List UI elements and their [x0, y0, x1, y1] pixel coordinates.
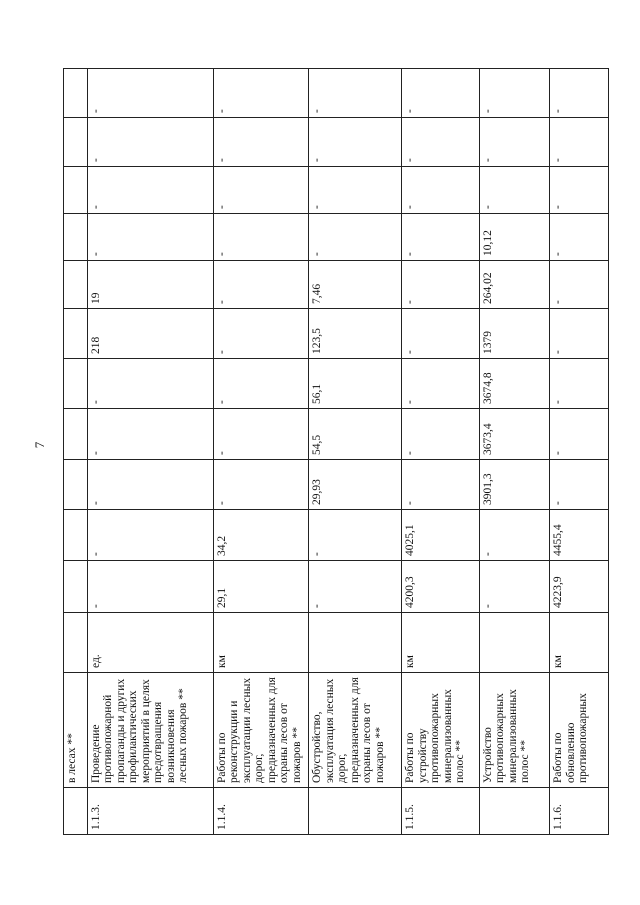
table-row [479, 32, 549, 835]
value-cell: 54,5 [309, 409, 402, 460]
table-row [87, 32, 213, 835]
activity-name-cell: Устройство противопожарных минерализованных полос ** [479, 673, 549, 788]
value-cell: - [550, 359, 609, 409]
value-cell [64, 409, 88, 460]
unit-cell: км [402, 613, 479, 673]
value-cell: - [550, 409, 609, 460]
value-cell: 4455,4 [550, 510, 609, 561]
value-cell: 264,02 [479, 261, 549, 309]
row-number-cell: 1.1.6. [550, 788, 609, 835]
table-row [64, 32, 88, 835]
value-cell: - [550, 214, 609, 261]
value-cell: - [213, 359, 309, 409]
value-cell: - [402, 69, 479, 118]
value-cell: - [213, 309, 309, 359]
value-cell: - [479, 561, 549, 613]
value-cell: 218 [87, 309, 213, 359]
value-cell: - [309, 561, 402, 613]
value-cell: - [213, 261, 309, 309]
value-cell: - [550, 118, 609, 167]
value-cell: - [550, 167, 609, 214]
row-number-cell [309, 788, 402, 835]
value-cell [64, 118, 88, 167]
value-cell: - [550, 460, 609, 510]
activity-name-cell: Работы по реконструкции и эксплуатации лесных дорог, предназначенных для охраны лесов от пожаров ** [213, 673, 309, 788]
value-cell: - [309, 118, 402, 167]
value-cell: - [87, 214, 213, 261]
data-table [63, 31, 609, 835]
value-cell: - [479, 167, 549, 214]
value-cell: - [402, 118, 479, 167]
row-number-cell: 1.1.4. [213, 788, 309, 835]
activity-name-cell: Работы по обновлению противопожарных [550, 673, 609, 788]
value-cell: 4223,9 [550, 561, 609, 613]
value-cell: - [87, 69, 213, 118]
unit-cell [309, 613, 402, 673]
value-cell: - [87, 167, 213, 214]
value-cell: 3674,8 [479, 359, 549, 409]
table-row [550, 32, 609, 835]
value-cell: - [402, 261, 479, 309]
value-cell: 29,93 [309, 460, 402, 510]
value-cell: - [87, 359, 213, 409]
row-number-cell: 1.1.3. [87, 788, 213, 835]
value-cell: - [402, 167, 479, 214]
value-cell: - [402, 309, 479, 359]
value-cell: - [479, 118, 549, 167]
value-cell: - [402, 460, 479, 510]
table-row [213, 32, 309, 835]
value-cell: - [479, 69, 549, 118]
value-cell: - [213, 118, 309, 167]
activity-name-cell: Проведение противопожарной пропаганды и других профилактических мероприятий в целях предотвращения возникновения лесных пожаров ** [87, 673, 213, 788]
value-cell: 4025,1 [402, 510, 479, 561]
value-cell: - [550, 309, 609, 359]
value-cell [64, 261, 88, 309]
value-cell: - [309, 510, 402, 561]
value-cell: - [309, 214, 402, 261]
activity-name-cell: Обустройство, эксплуатация лесных дорог, предназначенных для охраны лесов от пожаров ** [309, 673, 402, 788]
row-number-cell: 1.1.5. [402, 788, 479, 835]
value-cell: - [550, 69, 609, 118]
value-cell: - [213, 69, 309, 118]
value-cell: 34,2 [213, 510, 309, 561]
row-number-cell [479, 788, 549, 835]
value-cell: - [402, 359, 479, 409]
value-cell: 1379 [479, 309, 549, 359]
value-cell [64, 167, 88, 214]
value-cell: - [213, 460, 309, 510]
value-cell: 29,1 [213, 561, 309, 613]
value-cell: - [309, 69, 402, 118]
value-cell [64, 561, 88, 613]
activity-name-cell: Работы по устройству противопожарных минерализованных полос ** [402, 673, 479, 788]
value-cell: - [87, 409, 213, 460]
value-cell: 7,46 [309, 261, 402, 309]
value-cell: - [213, 214, 309, 261]
value-cell: 3901,3 [479, 460, 549, 510]
value-cell: 56,1 [309, 359, 402, 409]
page-number: 7 [32, 441, 47, 449]
value-cell: - [213, 409, 309, 460]
value-cell: 19 [87, 261, 213, 309]
value-cell [64, 359, 88, 409]
row-number-cell [64, 788, 88, 835]
unit-cell: ед. [87, 613, 213, 673]
table-row [402, 32, 479, 835]
value-cell [64, 69, 88, 118]
value-cell: - [87, 561, 213, 613]
value-cell: - [479, 510, 549, 561]
value-cell: - [87, 460, 213, 510]
value-cell: 10,12 [479, 214, 549, 261]
value-cell [64, 510, 88, 561]
value-cell: - [87, 510, 213, 561]
unit-cell [479, 613, 549, 673]
unit-cell [64, 613, 88, 673]
unit-cell: км [213, 613, 309, 673]
activity-name-cell: в лесах ** [64, 673, 88, 788]
value-cell: 4200,3 [402, 561, 479, 613]
table-row [309, 32, 402, 835]
value-cell: 3673,4 [479, 409, 549, 460]
value-cell: - [309, 167, 402, 214]
value-cell [64, 214, 88, 261]
value-cell: - [402, 409, 479, 460]
value-cell: - [550, 261, 609, 309]
value-cell [64, 460, 88, 510]
value-cell [64, 309, 88, 359]
rotated-table-wrapper [63, 32, 609, 835]
value-cell: - [213, 167, 309, 214]
unit-cell: км [550, 613, 609, 673]
value-cell: 123,5 [309, 309, 402, 359]
value-cell: - [87, 118, 213, 167]
value-cell: - [402, 214, 479, 261]
